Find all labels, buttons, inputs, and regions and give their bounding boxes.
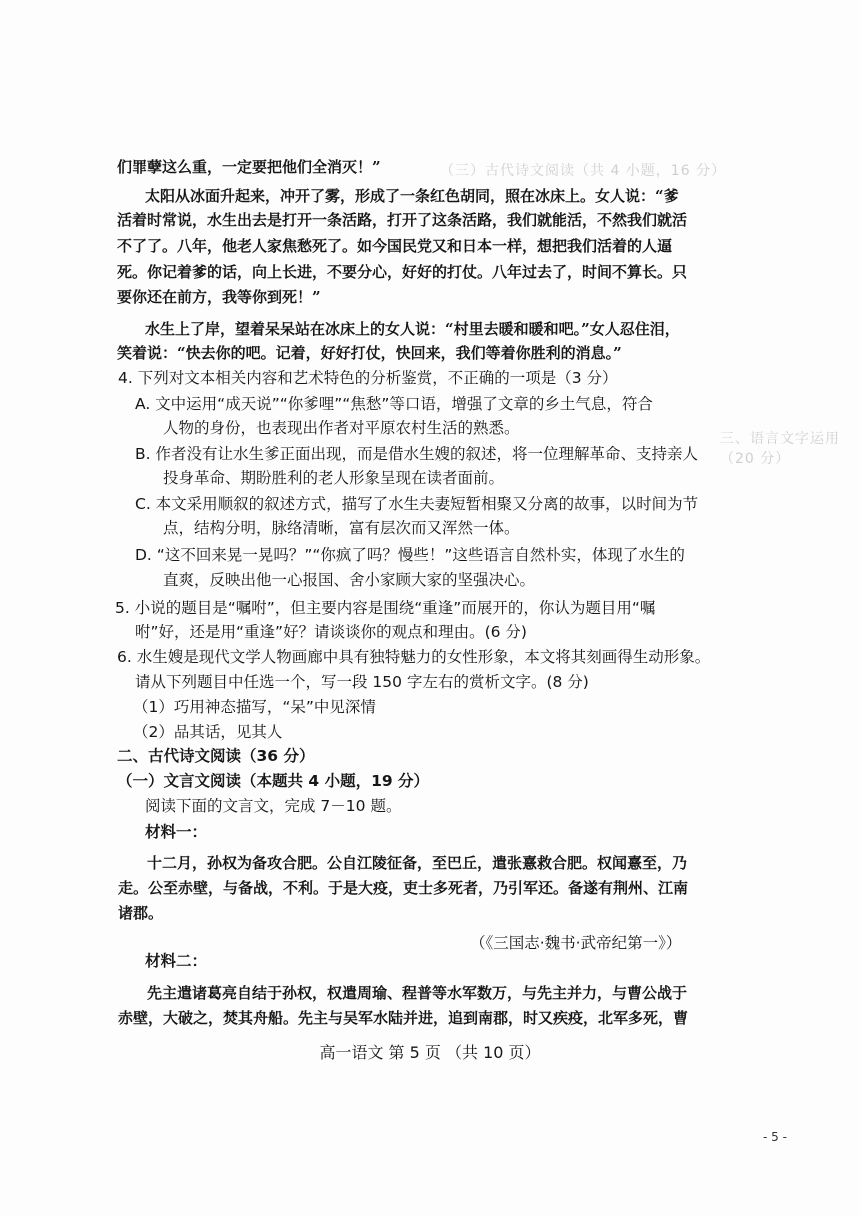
passage-line: 活着时常说，水生出去是打开一条活路，打开了这条活路，我们就能活，不然我们就活 (117, 211, 688, 229)
section-2-instruction: 阅读下面的文言文，完成 7－10 题。 (145, 797, 402, 815)
bleed-through-text: 三、语言文字运用（20 分） (720, 431, 840, 467)
question-4-option-d: D. “这不回来晃一晃吗？”“你疯了吗？慢些！”这些语言自然朴实，体现了水生的 (135, 546, 685, 564)
material-2-line: 先主遣诸葛亮自结于孙权，权遣周瑜、程普等水军数万，与先主并力，与曹公战于 (147, 984, 688, 1002)
question-6-option-2: （2）品其话，见其人 (133, 723, 283, 741)
passage-line: 要你还在前方，我等你到死！” (117, 288, 321, 306)
page-number: - 5 - (763, 1130, 787, 1144)
passage-line: 们罪孽这么重，一定要把他们全消灭！” (117, 158, 381, 176)
question-6-stem: 6. 水生嫂是现代文学人物画廊中具有独特魅力的女性形象，本文将其刻画得生动形象。 (117, 648, 711, 666)
question-4-option-d-cont: 直爽，反映出他一心报国、舍小家顾大家的坚强决心。 (163, 571, 536, 589)
passage-line: 太阳从冰面升起来，冲开了雾，形成了一条红色胡同，照在冰床上。女人说：“爹 (145, 187, 679, 205)
material-1-line: 走。公至赤壁，与备战，不利。于是大疫，吏士多死者，乃引军还。备遂有荆州、江南 (118, 879, 689, 897)
question-4-stem: 4. 下列对文本相关内容和艺术特色的分析鉴赏，不正确的一项是（3 分） (118, 369, 618, 387)
material-2-label: 材料二： (145, 952, 208, 970)
section-2-title: 二、古代诗文阅读（36 分） (117, 747, 315, 765)
bleed-through-text: （三）古代诗文阅读（共 4 小题，16 分） (440, 163, 727, 179)
question-5-stem-cont: 咐”好，还是用“重逢”好？请谈谈你的观点和理由。(6 分) (135, 623, 527, 641)
material-1-line: 诸郡。 (118, 904, 164, 922)
question-4-option-a-cont: 人物的身份，也表现出作者对平原农村生活的熟悉。 (163, 419, 520, 437)
material-1-line: 十二月，孙权为备攻合肥。公自江陵征备，至巴丘，遣张憙救合肥。权闻憙至，乃 (147, 854, 688, 872)
question-6-option-1: （1）巧用神态描写，“呆”中见深情 (133, 698, 376, 716)
section-2-subtitle: （一）文言文阅读（本题共 4 小题，19 分） (117, 772, 430, 790)
page-footer: 高一语文 第 5 页 （共 10 页） (319, 1043, 541, 1062)
material-1-label: 材料一： (145, 823, 208, 841)
question-4-option-b-cont: 投身革命、期盼胜利的老人形象呈现在读者面前。 (163, 469, 505, 487)
material-1-source: （《三国志·魏书·武帝纪第一》） (470, 934, 682, 952)
question-4-option-c: C. 本文采用顺叙的叙述方式，描写了水生夫妻短暂相聚又分离的故事，以时间为节 (135, 495, 699, 513)
question-4-option-b: B. 作者没有让水生爹正面出现，而是借水生嫂的叙述，将一位理解革命、支持亲人 (135, 445, 698, 463)
passage-line: 水生上了岸，望着呆呆站在冰床上的女人说：“村里去暖和暖和吧。”女人忍住泪， (145, 320, 680, 338)
question-6-stem-cont: 请从下列题目中任选一个，写一段 150 字左右的赏析文字。(8 分) (135, 673, 589, 691)
passage-line: 笑着说：“快去你的吧。记着，好好打仗，快回来，我们等着你胜利的消息。” (117, 344, 622, 362)
question-4-option-a: A. 文中运用“成天说”“你爹哩”“焦愁”等口语，增强了文章的乡土气息，符合 (135, 395, 653, 413)
question-4-option-c-cont: 点，结构分明，脉络清晰，富有层次而又浑然一体。 (163, 519, 520, 537)
passage-line: 不了了。八年，他老人家焦愁死了。如今国民党又和日本一样，想把我们活着的人逼 (117, 237, 673, 255)
question-5-stem: 5. 小说的题目是“嘱咐”，但主要内容是围绕“重逢”而展开的，你认为题目用“嘱 (115, 599, 656, 617)
passage-line: 死。你记着爹的话，向上长进，不要分心，好好的打仗。八年过去了，时间不算长。只 (117, 263, 688, 281)
material-2-line: 赤壁，大破之，焚其舟船。先主与吴军水陆并进，追到南郡，时又疾疫，北军多死，曹 (118, 1009, 689, 1027)
